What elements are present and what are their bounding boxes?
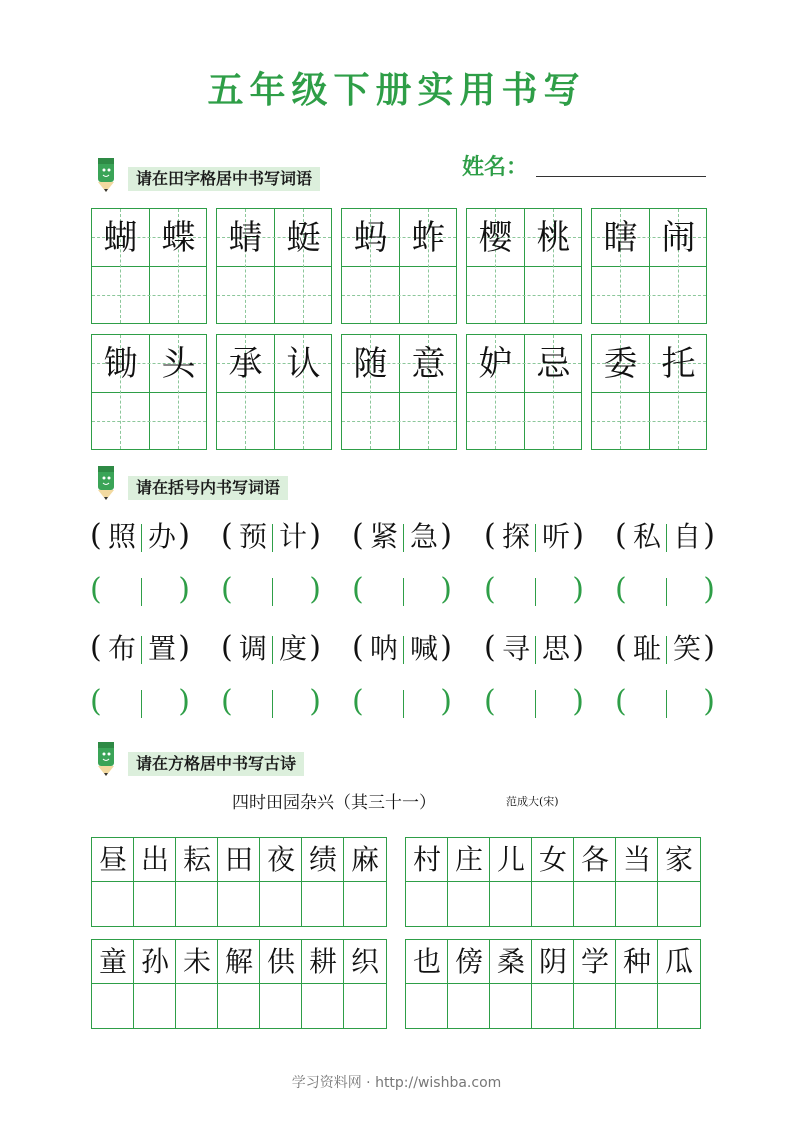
bracket-blank[interactable]: [352, 684, 452, 724]
poem-cell: [616, 940, 658, 1028]
name-label: 姓名：: [462, 154, 529, 180]
poem-char: 学: [580, 945, 609, 978]
word-char: 托: [661, 344, 696, 384]
poem-char: 夜: [266, 843, 295, 876]
poem-cell: [658, 940, 700, 1028]
poem-char: 孙: [140, 945, 169, 978]
bracket-word: [615, 518, 715, 558]
word-grid: [466, 334, 582, 450]
word-char: 认: [286, 344, 321, 384]
left-paren: (: [484, 518, 496, 553]
bracket-char: 寻: [501, 632, 530, 665]
word-char: 忌: [536, 344, 571, 384]
word-grid: [91, 334, 207, 450]
poem-char: 各: [580, 843, 609, 876]
poem-title: 四时田园杂兴（其三十一）: [232, 793, 436, 813]
right-paren: ): [309, 630, 321, 665]
left-paren: (: [221, 518, 233, 553]
poem-char: 解: [224, 945, 253, 978]
right-paren: ): [572, 572, 584, 607]
poem-cell: [134, 940, 176, 1028]
word-char: 蜻: [228, 218, 263, 258]
bracket-blank[interactable]: [484, 572, 584, 612]
poem-cell: [92, 838, 134, 926]
poem-cell: [302, 940, 344, 1028]
right-paren: ): [572, 630, 584, 665]
bracket-char: 置: [147, 632, 176, 665]
bracket-char: 听: [541, 520, 570, 553]
left-paren: (: [90, 518, 102, 553]
poem-char: 麻: [350, 843, 379, 876]
word-char: 蚂: [353, 218, 388, 258]
bracket-char: 计: [278, 520, 307, 553]
bracket-blank[interactable]: [484, 684, 584, 724]
poem-line-grid: [91, 939, 387, 1029]
word-grid: [591, 334, 707, 450]
left-paren: (: [352, 572, 364, 607]
poem-cell: [218, 940, 260, 1028]
poem-line-grid: [405, 837, 701, 927]
left-paren: (: [90, 572, 102, 607]
poem-cell: [448, 838, 490, 926]
word-grid: [466, 208, 582, 324]
right-paren: ): [178, 630, 190, 665]
right-paren: ): [572, 684, 584, 719]
bracket-word: [90, 518, 190, 558]
word-char: 意: [411, 344, 446, 384]
poem-cell: [532, 940, 574, 1028]
poem-cell: [574, 838, 616, 926]
poem-char: 当: [622, 843, 651, 876]
bracket-char: 照: [107, 520, 136, 553]
word-char: 头: [161, 344, 196, 384]
right-paren: ): [703, 684, 715, 719]
bracket-word: [615, 630, 715, 670]
poem-cell: [574, 940, 616, 1028]
right-paren: ): [440, 684, 452, 719]
poem-char: 家: [664, 843, 693, 876]
poem-cell: [490, 940, 532, 1028]
poem-cell: [344, 940, 386, 1028]
word-char: 蜓: [286, 218, 321, 258]
left-paren: (: [615, 518, 627, 553]
bracket-char: 思: [541, 632, 570, 665]
word-char: 委: [603, 344, 638, 384]
bracket-char: 办: [147, 520, 176, 553]
left-paren: (: [615, 684, 627, 719]
bracket-char: 紧: [369, 520, 398, 553]
bracket-blank[interactable]: [90, 684, 190, 724]
right-paren: ): [309, 518, 321, 553]
poem-char: 出: [140, 843, 169, 876]
left-paren: (: [484, 572, 496, 607]
right-paren: ): [703, 518, 715, 553]
name-field[interactable]: [536, 176, 706, 177]
poem-cell: [92, 940, 134, 1028]
poem-char: 女: [538, 843, 567, 876]
poem-cell: [134, 838, 176, 926]
footer-text: 学习资料网 · http://wishba.com: [291, 1075, 502, 1091]
poem-char: 庄: [454, 843, 483, 876]
left-paren: (: [615, 630, 627, 665]
bracket-blank[interactable]: [615, 684, 715, 724]
poem-line-grid: [91, 837, 387, 927]
section-label-brackets: 请在括号内书写词语: [128, 476, 288, 500]
bracket-char: 自: [672, 520, 701, 553]
poem-cell: [616, 838, 658, 926]
bracket-char: 布: [107, 632, 136, 665]
right-paren: ): [703, 572, 715, 607]
poem-line-grid: [405, 939, 701, 1029]
poem-cell: [448, 940, 490, 1028]
poem-char: 村: [412, 843, 441, 876]
poem-author: 范成大(宋): [506, 795, 559, 808]
word-grid: [216, 334, 332, 450]
poem-char: 阴: [538, 945, 567, 978]
word-char: 随: [353, 344, 388, 384]
bracket-blank[interactable]: [221, 572, 321, 612]
left-paren: (: [221, 630, 233, 665]
poem-cell: [344, 838, 386, 926]
bracket-char: 调: [238, 632, 267, 665]
poem-cell: [176, 940, 218, 1028]
poem-cell: [260, 838, 302, 926]
poem-cell: [176, 838, 218, 926]
word-char: 蝴: [103, 218, 138, 258]
poem-char: 傍: [454, 945, 483, 978]
left-paren: (: [484, 630, 496, 665]
right-paren: ): [309, 684, 321, 719]
bracket-char: 呐: [369, 632, 398, 665]
bracket-word: [352, 630, 452, 670]
right-paren: ): [572, 518, 584, 553]
word-grid: [591, 208, 707, 324]
left-paren: (: [484, 684, 496, 719]
bracket-blank[interactable]: [221, 684, 321, 724]
left-paren: (: [221, 684, 233, 719]
left-paren: (: [221, 572, 233, 607]
bracket-blank[interactable]: [352, 572, 452, 612]
word-char: 樱: [478, 218, 513, 258]
right-paren: ): [703, 630, 715, 665]
bracket-word: [352, 518, 452, 558]
word-char: 承: [228, 344, 263, 384]
section-label-words: 请在田字格居中书写词语: [128, 167, 320, 191]
bracket-word: [484, 630, 584, 670]
poem-char: 织: [350, 945, 379, 978]
right-paren: ): [440, 630, 452, 665]
poem-char: 昼: [98, 843, 127, 876]
bracket-blank[interactable]: [615, 572, 715, 612]
bracket-blank[interactable]: [90, 572, 190, 612]
poem-char: 未: [182, 945, 211, 978]
word-grid: [91, 208, 207, 324]
bracket-word: [484, 518, 584, 558]
poem-char: 童: [98, 945, 127, 978]
right-paren: ): [178, 684, 190, 719]
poem-cell: [532, 838, 574, 926]
right-paren: ): [178, 572, 190, 607]
poem-cell: [658, 838, 700, 926]
bracket-char: 急: [409, 520, 438, 553]
poem-char: 田: [224, 843, 253, 876]
right-paren: ): [309, 572, 321, 607]
poem-char: 桑: [496, 945, 525, 978]
bracket-char: 私: [632, 520, 661, 553]
section-label-poem: 请在方格居中书写古诗: [128, 752, 304, 776]
poem-char: 供: [266, 945, 295, 978]
bracket-word: [90, 630, 190, 670]
word-char: 蝶: [161, 218, 196, 258]
bracket-char: 预: [238, 520, 267, 553]
pencil-icon: [94, 156, 120, 196]
poem-char: 种: [622, 945, 651, 978]
poem-char: 瓜: [664, 945, 693, 978]
bracket-char: 探: [501, 520, 530, 553]
bracket-word: [221, 630, 321, 670]
left-paren: (: [352, 684, 364, 719]
word-grid: [341, 334, 457, 450]
poem-cell: [490, 838, 532, 926]
pencil-icon: [94, 464, 120, 504]
bracket-word: [221, 518, 321, 558]
poem-cell: [218, 838, 260, 926]
right-paren: ): [178, 518, 190, 553]
poem-char: 儿: [496, 843, 525, 876]
poem-char: 耘: [182, 843, 211, 876]
left-paren: (: [352, 518, 364, 553]
left-paren: (: [352, 630, 364, 665]
right-paren: ): [440, 572, 452, 607]
bracket-char: 笑: [672, 632, 701, 665]
poem-cell: [302, 838, 344, 926]
poem-cell: [406, 838, 448, 926]
page-title: 五年级下册实用书写: [207, 70, 586, 111]
poem-char: 耕: [308, 945, 337, 978]
word-char: 蚱: [411, 218, 446, 258]
poem-char: 也: [412, 945, 441, 978]
right-paren: ): [440, 518, 452, 553]
word-char: 桃: [536, 218, 571, 258]
left-paren: (: [615, 572, 627, 607]
word-grid: [216, 208, 332, 324]
word-char: 瞎: [603, 218, 638, 258]
footer: [0, 1072, 793, 1092]
left-paren: (: [90, 684, 102, 719]
word-char: 闹: [661, 218, 696, 258]
bracket-char: 度: [278, 632, 307, 665]
left-paren: (: [90, 630, 102, 665]
word-grid: [341, 208, 457, 324]
poem-cell: [260, 940, 302, 1028]
poem-char: 绩: [308, 843, 337, 876]
bracket-char: 耻: [632, 632, 661, 665]
bracket-char: 喊: [409, 632, 438, 665]
poem-cell: [406, 940, 448, 1028]
pencil-icon: [94, 740, 120, 780]
word-char: 妒: [478, 344, 513, 384]
word-char: 锄: [103, 344, 138, 384]
